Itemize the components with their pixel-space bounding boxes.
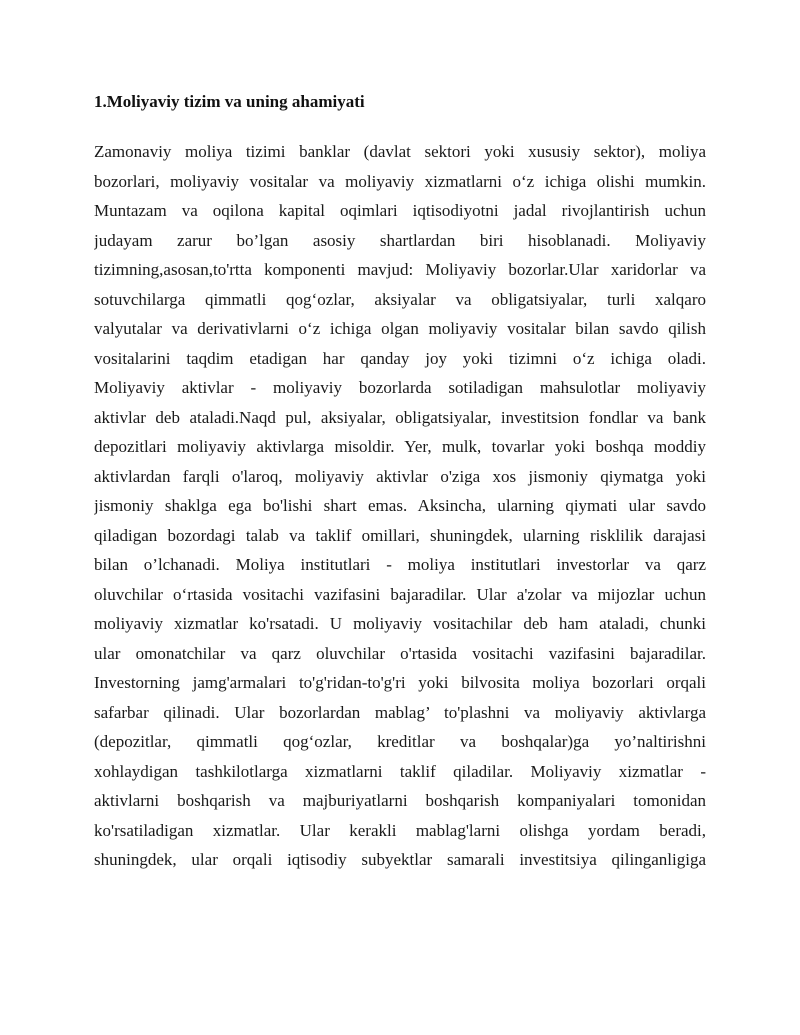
- paragraph-line: oluvchilar o‘rtasida vositachi vazifasini bajaradilar. Ular a'zolar va mijozlar uchun: [94, 584, 706, 604]
- paragraph-line: depozitlari moliyaviy aktivlarga misoldir. Yer, mulk, tovarlar yoki boshqa moddiy: [94, 437, 706, 456]
- body-paragraph: [94, 137, 706, 875]
- paragraph-line: xohlaydigan tashkilotlarga xizmatlarni taklif qiladilar. Moliyaviy xizmatlar -: [94, 761, 706, 781]
- paragraph-line: moliyaviy xizmatlar ko'rsatadi. U moliyaviy vositachilar deb ham ataladi, chunki: [94, 614, 706, 633]
- paragraph-line: safarbar qilinadi. Ular bozorlardan mablag’ to'plashni va moliyaviy aktivlarga: [94, 702, 706, 722]
- paragraph-line: bozorlari, moliyaviy vositalar va moliyaviy xizmatlarni o‘z ichiga olishi mumkin.: [94, 171, 706, 191]
- paragraph-line: valyutalar va derivativlarni o‘z ichiga olgan moliyaviy vositalar bilan savdo qilish: [94, 319, 706, 338]
- paragraph-line: Investorning jamg'armalari to'g'ridan-to'g'ri yoki bilvosita moliya bozorlari orqali: [94, 673, 706, 692]
- paragraph-line: Moliyaviy aktivlar - moliyaviy bozorlarda sotiladigan mahsulotlar moliyaviy: [94, 378, 706, 397]
- paragraph-line: ular omonatchilar va qarz oluvchilar o'rtasida vositachi vazifasini bajaradilar.: [94, 643, 706, 663]
- paragraph-line: aktivlardan farqli o'laroq, moliyaviy aktivlar o'ziga xos jismoniy qiymatga yoki: [94, 466, 706, 486]
- paragraph-line: (depozitlar, qimmatli qog‘ozlar, kreditlar va boshqalar)ga yo’naltirishni: [94, 732, 706, 751]
- paragraph-line: Muntazam va oqilona kapital oqimlari iqtisodiyotni jadal rivojlantirish uchun: [94, 201, 706, 220]
- paragraph-line: tizimning,asosan,to'rtta komponenti mavjud: Moliyaviy bozorlar.Ular xaridorlar va: [94, 260, 706, 279]
- paragraph-line: qiladigan bozordagi talab va taklif omillari, shuningdek, ularning risklilik darajasi: [94, 525, 706, 545]
- paragraph-line: aktivlar deb ataladi.Naqd pul, aksiyalar, obligatsiyalar, investitsion fondlar va bank: [94, 407, 706, 427]
- paragraph-line: ko'rsatiladigan xizmatlar. Ular kerakli mablag'larni olishga yordam beradi,: [94, 820, 706, 840]
- paragraph-line: sotuvchilarga qimmatli qog‘ozlar, aksiyalar va obligatsiyalar, turli xalqaro: [94, 289, 706, 309]
- paragraph-line: aktivlarni boshqarish va majburiyatlarni boshqarish kompaniyalari tomonidan: [94, 791, 706, 810]
- paragraph-line: Zamonaviy moliya tizimi banklar (davlat sektori yoki xususiy sektor), moliya: [94, 142, 706, 161]
- paragraph-line: shuningdek, ular orqali iqtisodiy subyektlar samarali investitsiya qilinganligiga: [94, 850, 706, 869]
- paragraph-line: judayam zarur bo’lgan asosiy shartlardan biri hisoblanadi. Moliyaviy: [94, 230, 706, 250]
- paragraph-line: bilan o’lchanadi. Moliya institutlari - moliya institutlari investorlar va qarz: [94, 555, 706, 574]
- section-heading: 1.Moliyaviy tizim va uning ahamiyati: [94, 92, 365, 111]
- paragraph-line: vositalarini taqdim etadigan har qanday joy yoki tizimni o‘z ichiga oladi.: [94, 348, 706, 368]
- paragraph-line: jismoniy shaklga ega bo'lishi shart emas. Aksincha, ularning qiymati ular savdo: [94, 496, 706, 515]
